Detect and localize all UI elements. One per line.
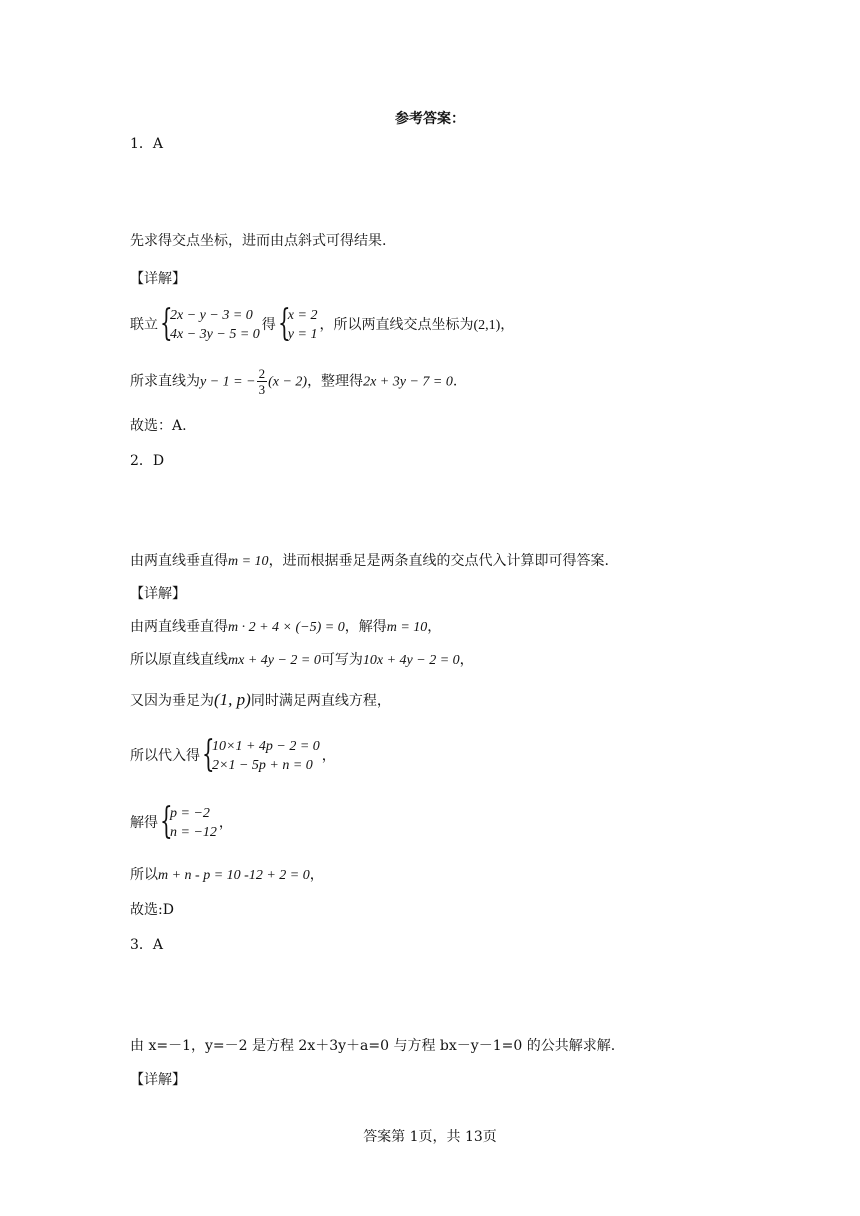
q2-system-solution: { p = −2 n = −12 bbox=[160, 801, 217, 842]
q1-line2-mid: ，整理得 bbox=[307, 373, 364, 390]
q2-line4-b: ， bbox=[321, 748, 336, 764]
q1-line2 bbox=[130, 366, 457, 397]
q2-line6-eq: m + n - p = 10 -12 + 2 = 0 bbox=[158, 868, 310, 883]
q2-line2-a: 所以原直线直线 bbox=[130, 652, 228, 668]
q2-line4-a: 所以代入得 bbox=[130, 748, 200, 764]
q1-system-1-row2: 4x − 3y − 5 = 0 bbox=[170, 327, 260, 342]
q1-system-1-row1: 2x − y − 3 = 0 bbox=[170, 308, 253, 323]
q2-analysis-m: m = 10 bbox=[228, 554, 269, 569]
q3-answer: 3．A bbox=[130, 937, 164, 953]
q1-line2-prefix: 所求直线为 bbox=[130, 373, 200, 390]
q1-line2-eq-left: y − 1 = − bbox=[200, 374, 256, 390]
q2-analysis bbox=[130, 551, 609, 572]
q2-line2-c: ， bbox=[459, 652, 474, 668]
q1-line1-mid: 得 bbox=[261, 317, 276, 333]
q2-line4 bbox=[130, 734, 336, 775]
q1-point: (2,1) bbox=[473, 318, 501, 333]
q2-detail-heading: 【详解】 bbox=[130, 586, 186, 602]
q1-line2-end: . bbox=[452, 373, 458, 390]
q1-system-1: { 2x − y − 3 = 0 4x − 3y − 5 = 0 bbox=[160, 303, 260, 344]
q2-line6 bbox=[130, 865, 324, 886]
q2-system-solution-row2: n = −12 bbox=[170, 825, 217, 840]
q1-system-2: { x = 2 y = 1 bbox=[277, 303, 318, 344]
q2-system-substitute: { 10×1 + 4p − 2 = 0 2×1 − 5p + n = 0 bbox=[202, 734, 320, 775]
q1-answer: 1．A bbox=[130, 136, 164, 152]
q3-detail-heading: 【详解】 bbox=[130, 1072, 186, 1088]
q2-line1-m: m = 10 bbox=[386, 620, 428, 635]
q1-system-2-row2: y = 1 bbox=[287, 327, 318, 342]
page-title: 参考答案： bbox=[395, 111, 465, 127]
q2-line2-b: 可写为 bbox=[320, 652, 363, 668]
q2-line6-a: 所以 bbox=[130, 867, 158, 883]
q1-line2-eq-right: (x − 2) bbox=[268, 374, 308, 390]
q2-line1 bbox=[130, 617, 441, 638]
q3-analysis: 由 x=－1，y=－2 是方程 2x＋3y＋a=0 与方程 bx－y－1=0 的公共解求解. bbox=[130, 1038, 616, 1054]
q2-line5-b: ， bbox=[218, 815, 233, 831]
q1-fraction-numerator: 2 bbox=[258, 366, 266, 381]
q1-system-2-row1: x = 2 bbox=[287, 308, 318, 323]
q1-line1-prefix: 联立 bbox=[130, 317, 158, 333]
q1-fraction-denominator: 3 bbox=[258, 382, 266, 397]
q2-line3-a: 又因为垂足为 bbox=[130, 693, 214, 709]
q2-system-substitute-row1: 10×1 + 4p − 2 = 0 bbox=[212, 739, 320, 754]
q2-line2-eq: mx + 4y − 2 = 0 bbox=[228, 653, 321, 668]
q2-line3 bbox=[130, 690, 391, 711]
q2-line1-b: ，解得 bbox=[344, 619, 387, 635]
q2-analysis-b: ，进而根据垂足是两条直线的交点代入计算即可得答案. bbox=[268, 553, 610, 569]
q2-line1-c: ， bbox=[427, 619, 442, 635]
q2-line5 bbox=[130, 801, 233, 842]
q2-choice: 故选:D bbox=[130, 902, 174, 918]
q1-slope-fraction bbox=[257, 366, 268, 397]
q2-line1-eq: m · 2 + 4 × (−5) = 0 bbox=[228, 620, 345, 635]
q1-line1-suffix: ，所以两直线交点坐标为 bbox=[319, 317, 474, 333]
q2-line5-a: 解得 bbox=[130, 815, 158, 831]
q2-answer: 2．D bbox=[130, 453, 165, 469]
q2-line6-b: ， bbox=[309, 867, 324, 883]
q2-line3-b: 同时满足两直线方程， bbox=[250, 693, 391, 709]
q1-line2-result: 2x + 3y − 7 = 0 bbox=[363, 374, 453, 390]
q1-line1-end: ， bbox=[500, 317, 515, 333]
q2-system-substitute-row2: 2×1 − 5p + n = 0 bbox=[212, 758, 313, 773]
q2-line2-eq2: 10x + 4y − 2 = 0 bbox=[362, 653, 460, 668]
q2-foot-point: (1, p) bbox=[214, 690, 251, 709]
q1-choice: 故选：A. bbox=[130, 418, 187, 434]
q2-line2 bbox=[130, 650, 474, 671]
page-footer: 答案第 1页，共 13页 bbox=[363, 1129, 497, 1145]
q2-system-solution-row1: p = −2 bbox=[170, 806, 210, 821]
q2-line1-a: 由两直线垂直得 bbox=[130, 619, 228, 635]
q1-line1 bbox=[130, 303, 515, 344]
q1-detail-heading: 【详解】 bbox=[130, 271, 186, 287]
q2-analysis-a: 由两直线垂直得 bbox=[130, 553, 228, 569]
q1-analysis: 先求得交点坐标，进而由点斜式可得结果. bbox=[130, 233, 387, 249]
